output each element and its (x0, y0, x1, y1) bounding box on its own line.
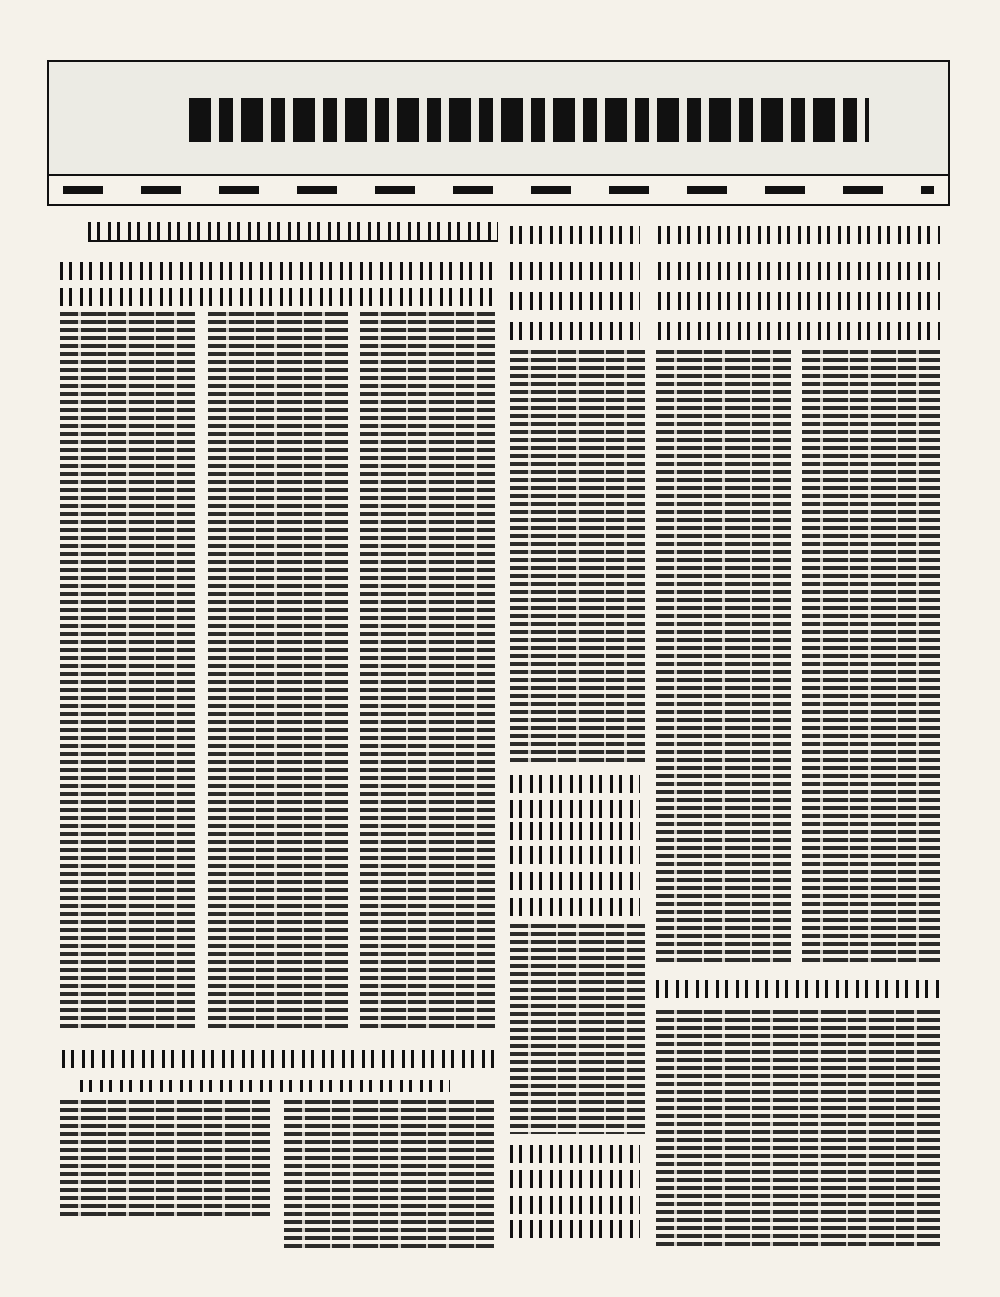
headline-1 (88, 222, 498, 240)
dateline-bar (47, 176, 950, 206)
masthead-title-glyphs (189, 98, 869, 142)
headline-rule (88, 240, 498, 242)
headline-23 (62, 1050, 494, 1068)
headline-17 (510, 898, 640, 916)
headline-9 (658, 262, 940, 280)
subheadline (80, 1080, 450, 1092)
headline-11 (658, 322, 940, 340)
headline-12 (510, 775, 640, 793)
headline-2 (60, 262, 495, 280)
text-column-7 (510, 924, 645, 1134)
headline-4 (510, 226, 640, 244)
headline-3 (60, 288, 495, 306)
text-column-8 (656, 1010, 940, 1250)
headline-16 (510, 872, 640, 890)
headline-5 (510, 262, 640, 280)
headline-7 (510, 322, 640, 340)
text-column-4 (510, 350, 645, 765)
text-column-1 (60, 312, 195, 1032)
dateline-glyphs (63, 186, 934, 194)
masthead (47, 60, 950, 176)
headline-21 (510, 1220, 640, 1238)
headline-10 (658, 292, 940, 310)
headline-18 (510, 1145, 640, 1163)
headline-20 (510, 1196, 640, 1214)
text-column-10 (284, 1100, 494, 1250)
text-column-3 (360, 312, 495, 1032)
headline-22 (656, 980, 940, 998)
text-column-2 (208, 312, 348, 1032)
headline-15 (510, 846, 640, 864)
text-column-9 (60, 1100, 270, 1220)
headline-19 (510, 1170, 640, 1188)
headline-13 (510, 800, 640, 818)
text-column-6 (802, 350, 940, 965)
headline-14 (510, 822, 640, 840)
headline-6 (510, 292, 640, 310)
text-column-5 (656, 350, 791, 965)
headline-8 (658, 226, 940, 244)
